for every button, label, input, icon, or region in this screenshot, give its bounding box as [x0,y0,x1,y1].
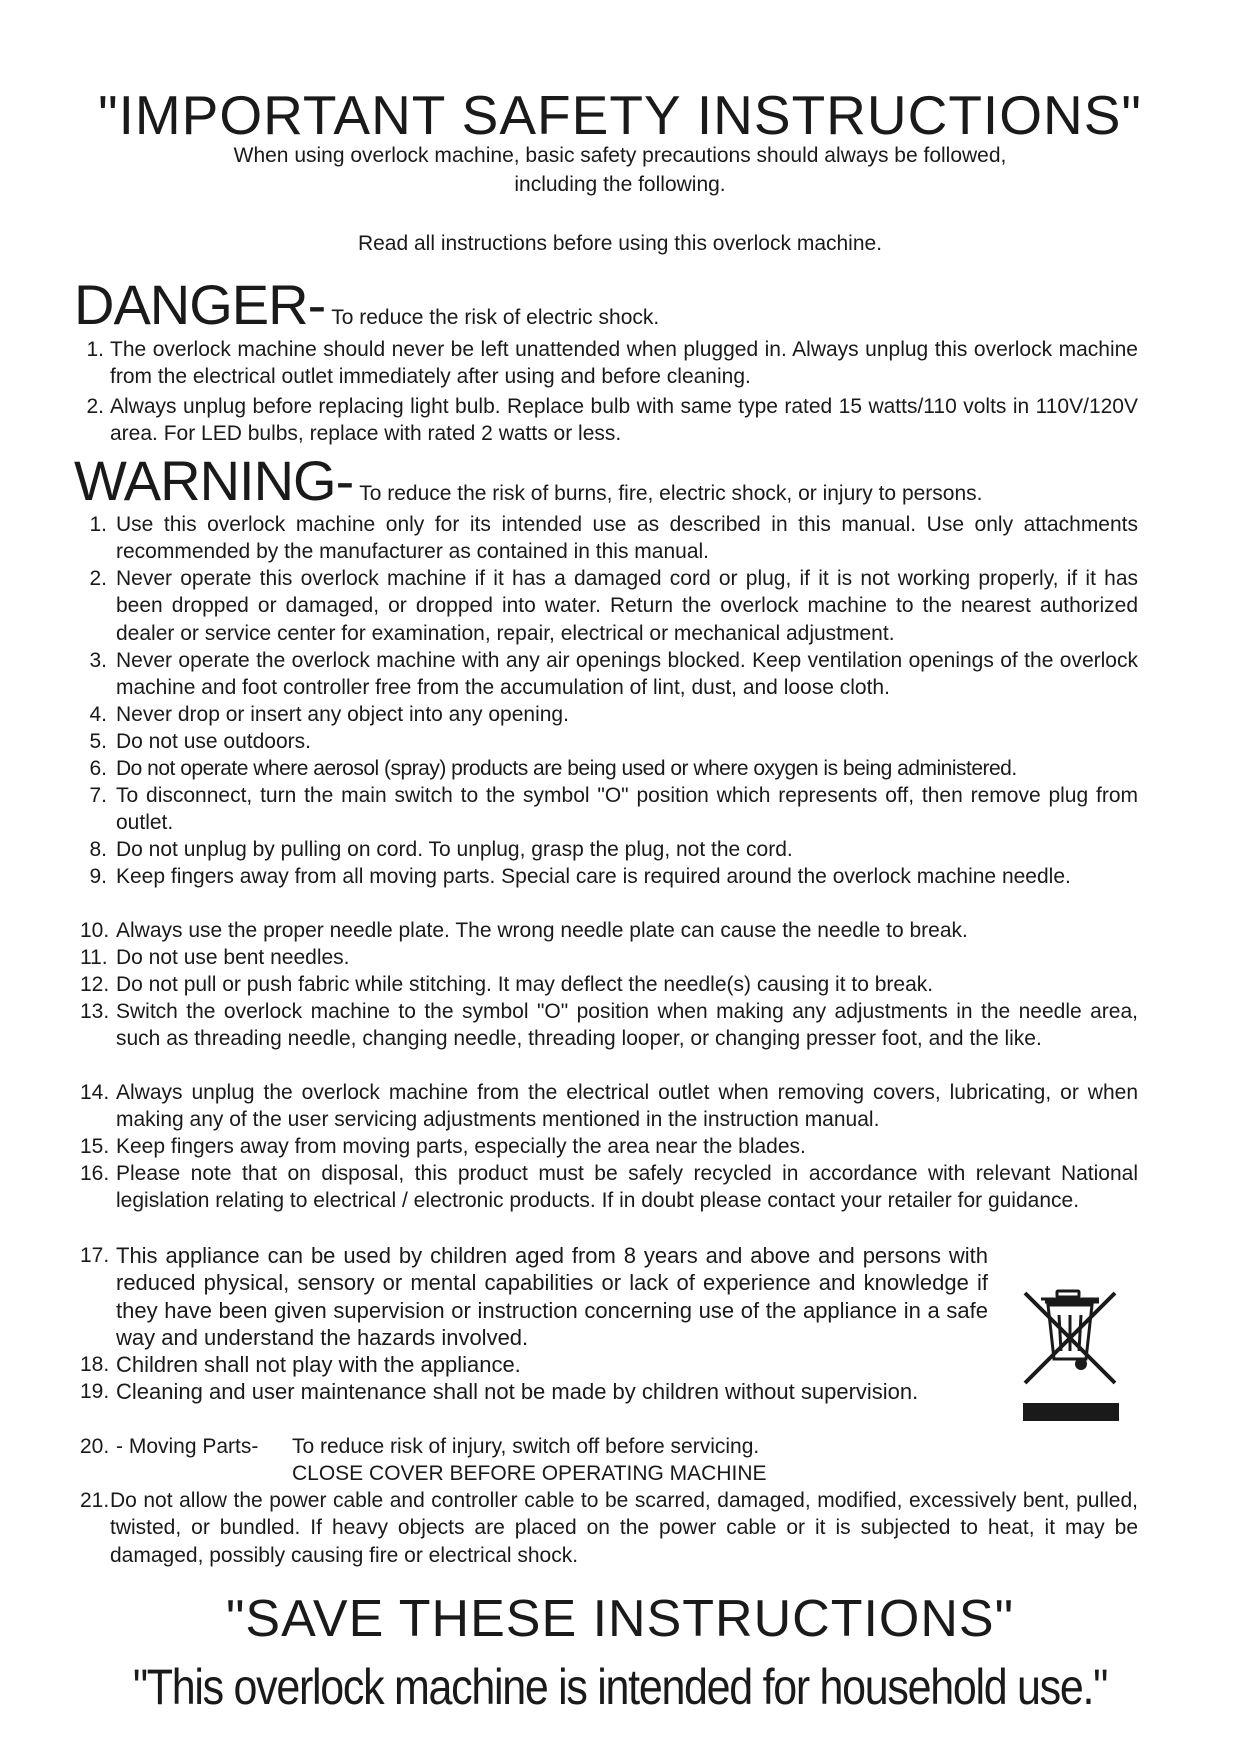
intro-line-3: Read all instructions before using this overlock machine. [357,232,883,255]
item-text: Children shall not play with the appliance. [116,1352,521,1377]
warning-heading: WARNING- [74,449,354,512]
warning-item-13 [80,998,1138,1053]
item-text-content: This appliance can be used by children aged from 8 years and above and persons with reduced physical, sensory or mental capabilities or lack of experience and knowledge if they have been given supervision or instruction concerning use of the appliance in a safe way and understand the hazards involved. [116,1243,988,1350]
warning-item-11 [80,944,1138,971]
danger-item-2 [82,393,1138,448]
item-text: To disconnect, turn the main switch to the symbol "O" position which represents off, then remove plug from outlet. [116,784,1138,835]
item-number: 5. [89,730,107,753]
danger-subheading: To reduce the risk of electric shock. [331,306,660,329]
warning-item-12 [80,971,1138,998]
item-text: Do not pull or push fabric while stitching. It may deflect the needle(s) causing it to break. [116,973,934,996]
warning-item-19 [80,1378,988,1405]
warning-item-14 [80,1079,1138,1134]
crossed-out-wheelie-bin-icon [1015,1285,1127,1425]
danger-heading-row [74,273,660,336]
item-text: Always unplug the overlock machine from the electrical outlet when removing covers, lubricating, or when making any of the user servicing adjustments mentioned in the instruction manual. [116,1081,1138,1132]
warning-item-21 [80,1487,1138,1569]
item-number: 3. [89,649,107,672]
weee-bar [1023,1403,1119,1421]
item-number: 20. [80,1435,110,1458]
item-number: 13. [80,1000,110,1023]
warning-item-8 [80,836,1138,863]
item-text: Switch the overlock machine to the symbol "O" position when making any adjustments in the needle area, such as threading needle, changing needle, threading looper, or changing presser foot, and the like. [116,1000,1138,1051]
danger-heading: DANGER- [74,273,326,336]
moving-parts-label: - Moving Parts- [116,1435,259,1458]
item-text: Keep fingers away from moving parts, especially the area near the blades. [116,1135,806,1158]
item-text: Do not unplug by pulling on cord. To unplug, grasp the plug, not the cord. [116,838,793,861]
item-number: 14. [80,1081,110,1104]
save-instructions-heading: "SAVE THESE INSTRUCTIONS" [225,1590,1015,1648]
moving-parts-line-1: To reduce risk of injury, switch off before servicing. [292,1435,760,1458]
item-number: 1. [86,338,104,361]
page-title: "IMPORTANT SAFETY INSTRUCTIONS" [98,84,1142,146]
item-number: 15. [80,1135,110,1158]
item-text: Do not operate where aerosol (spray) products are being used or where oxygen is being administered. [116,757,1017,780]
danger-item-1 [82,336,1138,391]
item-number: 10. [80,919,110,942]
item-text: Keep fingers away from all moving parts. Special care is required around the overlock machine needle. [116,865,1071,888]
warning-item-18 [80,1351,988,1378]
item-text: Never drop or insert any object into any opening. [116,703,569,726]
item-number: 21. [80,1489,110,1512]
warning-subheading: To reduce the risk of burns, fire, electric shock, or injury to persons. [359,482,983,505]
item-text: Never operate this overlock machine if it has a damaged cord or plug, if it is not working properly, if it has been dropped or damaged, or dropped into water. Return the overlock machine to the nearest authorized dealer or service center for examination, repair, electrical or mechanical adjustment. [116,567,1138,645]
warning-item-6 [80,755,1138,782]
warning-item-7 [80,782,1138,837]
item-number: 4. [89,703,107,726]
item-number: 2. [86,395,104,418]
bin-wheel [1075,1358,1087,1370]
warning-item-15 [80,1133,1138,1160]
item-text: Use this overlock machine only for its intended use as described in this manual. Use only attachments recommended by the manufacturer as contained in this manual. [116,513,1138,564]
item-number: 11. [80,946,108,969]
item-number: 7. [89,784,107,807]
warning-item-10 [80,917,1138,944]
item-text: Always use the proper needle plate. The wrong needle plate can cause the needle to break. [116,919,968,942]
item-text [116,1242,1138,1351]
item-text: Do not use bent needles. [116,946,350,969]
warning-item-16 [80,1160,1138,1215]
item-text: The overlock machine should never be left unattended when plugged in. Always unplug this overlock machine from the electrical outlet immediately after using and before cleaning. [110,338,1138,389]
item-number: 19. [80,1380,110,1403]
warning-item-2 [80,565,1138,647]
item-number: 16. [80,1162,110,1185]
moving-parts-line-2: CLOSE COVER BEFORE OPERATING MACHINE [292,1462,767,1485]
item-number: 8. [89,838,107,861]
warning-item-9 [80,863,1138,890]
item-number: 12. [80,973,110,996]
warning-item-1 [80,511,1138,566]
bin-outline [1041,1291,1099,1359]
item-number: 2. [89,567,107,590]
item-text: Do not allow the power cable and controller cable to be scarred, damaged, modified, excessively bent, pulled, twisted, or bundled. If heavy objects are placed on the power cable or it is subjected to heat, it may be damaged, possibly causing fire or electrical shock. [110,1489,1138,1567]
item-number: 17. [80,1244,110,1267]
item-number: 6. [89,757,107,780]
item-text: Always unplug before replacing light bulb. Replace bulb with same type rated 15 watts/110 volts in 110V/120V area. For LED bulbs, replace with rated 2 watts or less. [110,395,1138,446]
item-number: 1. [89,513,107,536]
item-text: Cleaning and user maintenance shall not be made by children without supervision. [116,1379,919,1404]
warning-heading-row [74,449,983,512]
warning-item-5 [80,728,1138,755]
warning-item-4 [80,701,1138,728]
item-number: 9. [89,865,107,888]
item-number: 18. [80,1353,110,1376]
intro-line-1: When using overlock machine, basic safety precautions should always be followed, [233,144,1007,167]
item-text: Do not use outdoors. [116,730,311,753]
intro-line-2: including the following. [514,173,726,196]
item-text: Never operate the overlock machine with any air openings blocked. Keep ventilation openings of the overlock machine and foot controller free from the accumulation of lint, dust, and loose cloth. [116,649,1138,700]
household-use-note: "This overlock machine is intended for household use." [132,1659,1108,1715]
warning-item-3 [80,647,1138,702]
item-text: Please note that on disposal, this product must be safely recycled in accordance with relevant National legislation relating to electrical / electronic products. If in doubt please contact your retailer for guidance. [116,1162,1138,1213]
